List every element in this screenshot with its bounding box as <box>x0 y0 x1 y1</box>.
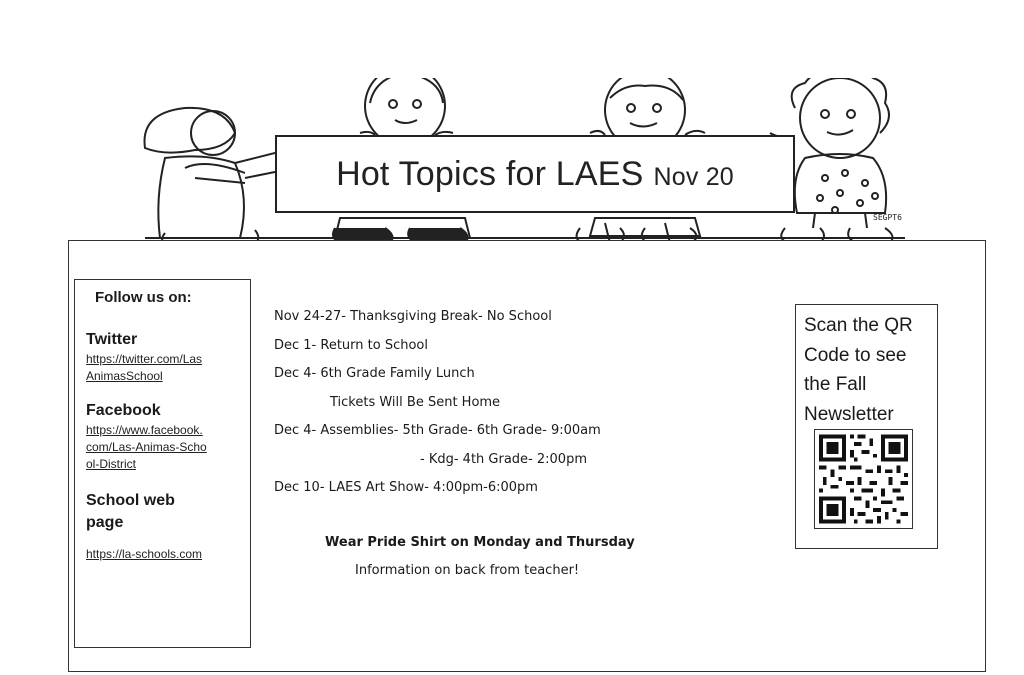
information-note: Information on back from teacher! <box>355 563 580 578</box>
event-item: Tickets Will Be Sent Home <box>330 395 501 410</box>
event-item: Dec 4- Assemblies- 5th Grade- 6th Grade- 9:00am <box>274 423 601 438</box>
artist-signature: SEGPT6 <box>873 213 902 222</box>
banner-title-text: Hot Topics for LAES <box>336 154 644 193</box>
event-item: Dec 4- 6th Grade Family Lunch <box>274 366 475 381</box>
twitter-label: Twitter <box>86 331 138 348</box>
title-banner <box>275 135 795 213</box>
twitter-link[interactable]: https://twitter.com/LasAnimasSchool <box>86 352 203 383</box>
banner-date: Nov 20 <box>653 162 734 191</box>
pride-shirt-note: Wear Pride Shirt on Monday and Thursday <box>325 535 635 550</box>
qr-newsletter-box <box>795 304 938 549</box>
event-item: - Kdg- 4th Grade- 2:00pm <box>420 452 587 467</box>
event-item: Dec 1- Return to School <box>274 338 428 353</box>
school-web-label: School web page <box>86 492 175 531</box>
banner-title <box>336 155 734 194</box>
event-item: Nov 24-27- Thanksgiving Break- No School <box>274 309 552 324</box>
qr-code[interactable] <box>814 429 913 529</box>
follow-us-sidebar <box>74 279 251 648</box>
facebook-link[interactable]: https://www.facebook.com/Las-Animas-School-District <box>86 423 207 471</box>
school-web-link[interactable]: https://la-schools.com <box>86 547 203 561</box>
follow-us-heading: Follow us on: <box>95 289 192 306</box>
event-item: Dec 10- LAES Art Show- 4:00pm-6:00pm <box>274 480 538 495</box>
qr-instructions: Scan the QR Code to see the Fall Newsletter <box>804 315 913 425</box>
facebook-label: Facebook <box>86 402 161 419</box>
